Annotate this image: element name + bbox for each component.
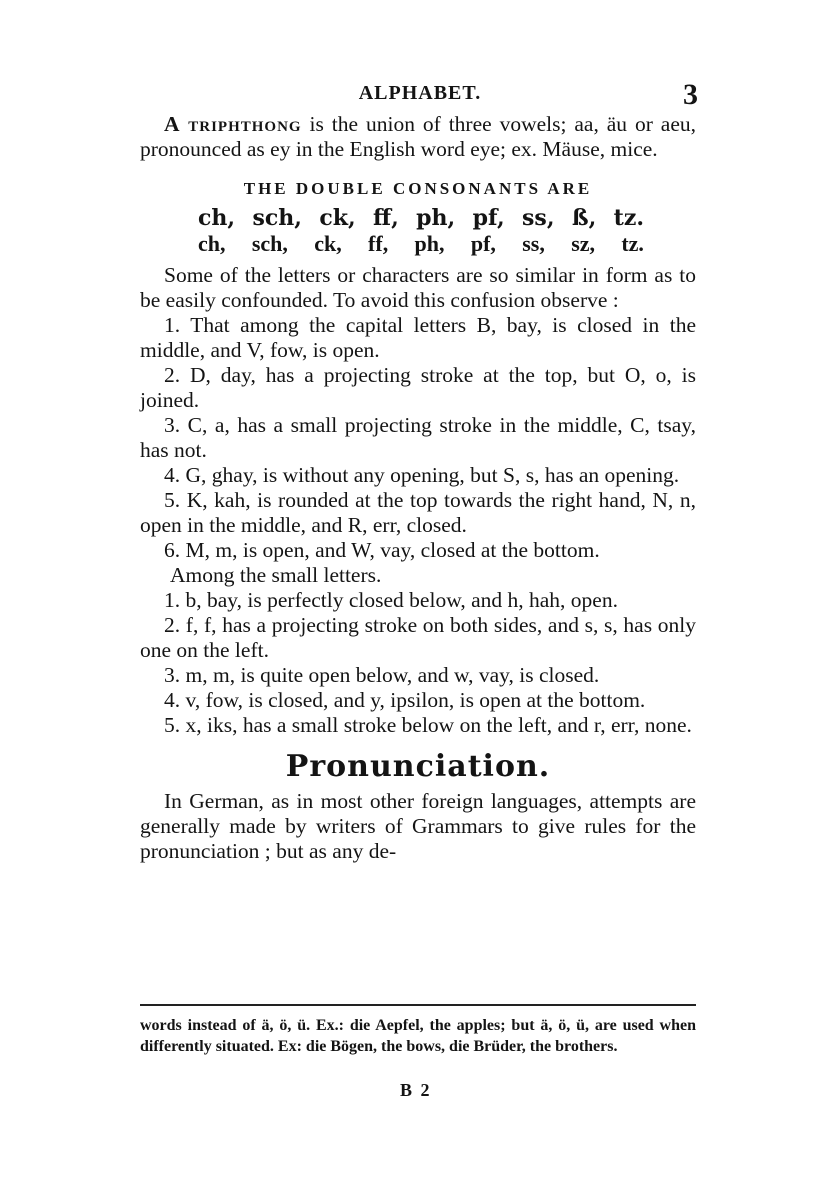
latin-consonant: sch,: [251, 231, 288, 256]
triphthong-lead: A triphthong: [164, 112, 302, 136]
pronunciation-heading: Pronunciation.: [285, 749, 551, 784]
triphthong-text: is the union of three vowels; aa, äu or aeu, pronounced as ey in the English word eye; ex. Mäuse, mice.: [140, 112, 697, 161]
latin-consonant: sz,: [571, 231, 596, 256]
capital-letter-rule: 3. C, a, has a small projecting stroke in the middle, C, tsay, has not.: [140, 413, 696, 462]
gothic-consonant: ß,: [571, 205, 597, 231]
gothic-consonant: ss,: [522, 205, 555, 231]
gothic-consonant: ph,: [416, 205, 456, 231]
gothic-consonant: tz.: [613, 205, 644, 231]
latin-consonant: pf,: [470, 231, 496, 256]
small-letter-rule: 1. b, bay, is perfectly closed below, and h, hah, open.: [164, 588, 618, 612]
page-header: [140, 78, 700, 110]
capital-letter-rule: 5. K, kah, is rounded at the top towards the right hand, N, n, open in the middle, and R, err, closed.: [140, 488, 696, 537]
running-title: ALPHABET.: [358, 82, 482, 104]
latin-consonant: ss,: [522, 231, 545, 256]
latin-consonant: ck,: [314, 231, 342, 256]
page-number: 3: [683, 78, 698, 111]
capital-letter-rule: 4. G, ghay, is without any opening, but S, s, has an opening.: [164, 463, 680, 487]
capital-letter-rule: 6. M, m, is open, and W, vay, closed at the bottom.: [164, 538, 600, 562]
footnote-rule: [140, 1004, 696, 1006]
footnote: words instead of ä, ö, ü. Ex.: die Aepfel, the apples; but ä, ö, ü, are used when differently situated. Ex: die Bögen, the bows, die Brüder, the brothers.: [140, 1017, 696, 1055]
small-letter-rule: 3. m, m, is quite open below, and w, vay, is closed.: [164, 663, 600, 687]
gothic-consonant: pf,: [472, 205, 505, 231]
triphthong-paragraph: [140, 112, 696, 162]
small-letter-rule: 2. f, f, has a projecting stroke on both sides, and s, s, has only one on the left.: [140, 613, 696, 662]
gothic-consonant: ff,: [373, 205, 399, 231]
small-letter-rule: 4. v, fow, is closed, and y, ipsilon, is open at the bottom.: [164, 688, 646, 712]
latin-consonant: ch,: [198, 231, 226, 256]
gothic-consonant-row: [140, 205, 696, 231]
gothic-consonant: ck,: [319, 205, 356, 231]
latin-consonant: ff,: [368, 231, 389, 256]
double-consonants-heading: THE DOUBLE CONSONANTS ARE: [243, 179, 593, 198]
latin-consonant-row: [140, 231, 696, 257]
page-body: [140, 112, 696, 864]
similar-letters-intro: Some of the letters or characters are so similar in form as to be easily confounded. To avoid this confusion observe :: [140, 263, 696, 312]
small-letters-heading: Among the small letters.: [170, 563, 382, 587]
pronunciation-paragraph: In German, as in most other foreign languages, attempts are generally made by writers of Grammars to give rules for the pronunciation ; but as any de-: [140, 789, 696, 863]
signature-mark: B 2: [400, 1080, 432, 1100]
small-letter-rule: 5. x, iks, has a small stroke below on the left, and r, err, none.: [164, 713, 692, 737]
latin-consonant: ph,: [414, 231, 445, 256]
gothic-consonant: sch,: [252, 205, 302, 231]
gothic-consonant: ch,: [198, 205, 236, 231]
capital-letter-rule: 1. That among the capital letters B, bay, is closed in the middle, and V, fow, is open.: [140, 313, 696, 362]
capital-letter-rule: 2. D, day, has a projecting stroke at the top, but O, o, is joined.: [140, 363, 696, 412]
latin-consonant: tz.: [621, 231, 644, 256]
